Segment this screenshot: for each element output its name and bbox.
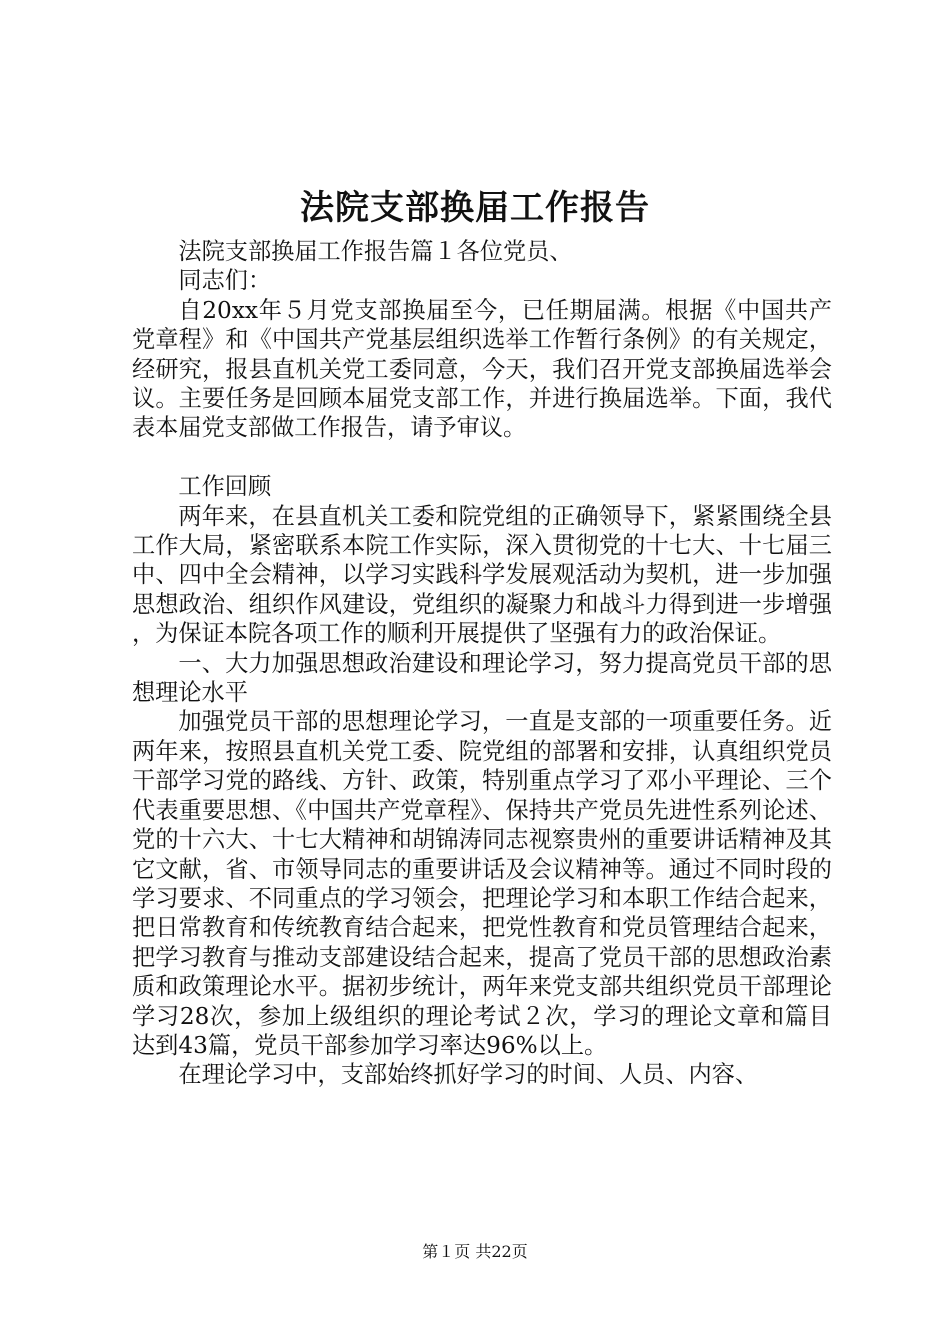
document-title: 法院支部换届工作报告 <box>300 188 650 228</box>
document-body <box>132 237 832 1090</box>
salutation: 同志们： <box>178 267 272 295</box>
subsection-heading: 一、大力加强思想政治建设和理论学习，努力提高党员干部的思想理论水平 <box>132 649 832 707</box>
continuation-paragraph: 在理论学习中，支部始终抓好学习的时间、人员、内容、 <box>178 1061 759 1089</box>
study-paragraph: 加强党员干部的思想理论学习，一直是支部的一项重要任务。近两年来，按照县直机关党工委、院党组的部署和安排，认真组织党员干部学习党的路线、方针、政策，特别重点学习了邓小平理论、三个代表重要思想、《中国共产党章程》、保持共产党员先进性系列论述、党的十六大、十七大精神和胡锦涛同志视察贵州的重要讲话精神及其它文献，省、市领导同志的重要讲话及会议精神等。通过不同时段的学习要求、不同重点的学习领会，把理论学习和本职工作结合起来，把日常教育和传统教育结合起来，把党性教育和党员管理结合起来，把学习教育与推动支部建设结合起来，提高了党员干部的思想政治素质和政策理论水平。据初步统计，两年来党支部共组织党员干部理论学习28次，参加上级组织的理论考试２次，学习的理论文章和篇目达到43篇，党员干部参加学习率达96%以上。 <box>132 708 832 1059</box>
page-number: 第１页 共22页 <box>422 1242 528 1261</box>
intro-line: 法院支部换届工作报告篇１各位党员、 <box>178 238 573 265</box>
paragraph-spacer <box>132 443 832 472</box>
section-heading: 工作回顾 <box>178 473 272 501</box>
review-paragraph: 两年来，在县直机关工委和院党组的正确领导下，紧紧围绕全县工作大局，紧密联系本院工作实际，深入贯彻党的十七大、十七届三中、四中全会精神，以学习实践科学发展观活动为契机，进一步加强思想政治、组织作风建设，党组织的凝聚力和战斗力得到进一步增强，为保证本院各项工作的顺利开展提供了坚强有力的政治保证。 <box>132 502 832 648</box>
opening-paragraph: 自20xx年５月党支部换届至今，已任期届满。根据《中国共产党章程》和《中国共产党基层组织选举工作暂行条例》的有关规定，经研究，报县直机关党工委同意，今天，我们召开党支部换届选举会议。主要任务是回顾本届党支部工作，并进行换届选举。下面，我代表本届党支部做工作报告，请予审议。 <box>132 296 832 442</box>
